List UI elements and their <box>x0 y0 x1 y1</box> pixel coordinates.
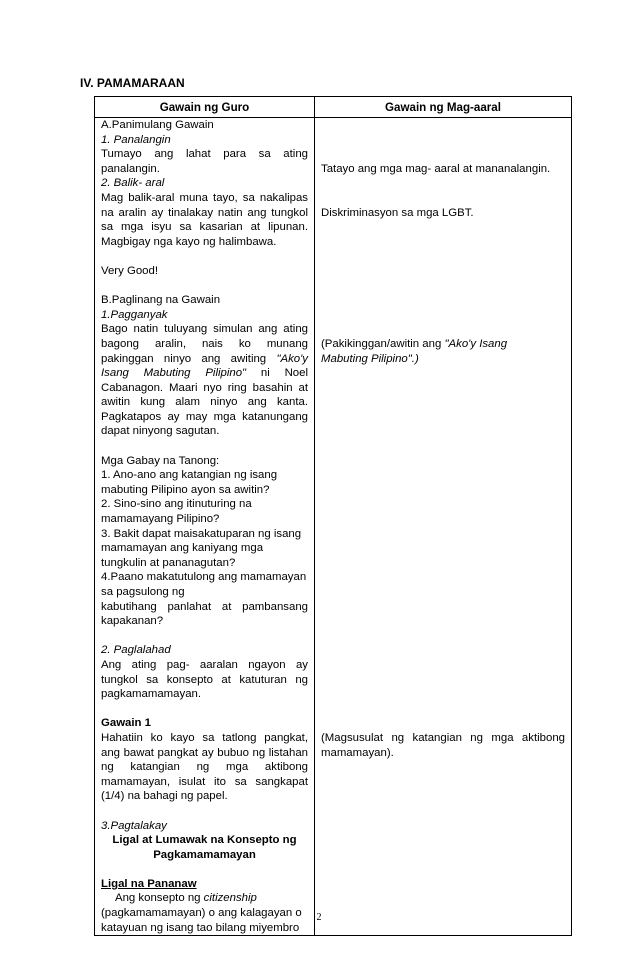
text-line: Magbigay nga kayo ng halimbawa. <box>101 235 277 248</box>
song-title-part: Isang Mabuting Pilipino" <box>101 367 247 380</box>
text-line <box>101 366 308 381</box>
topic-title: Ligal at Lumawak na Konsepto ng <box>112 834 297 847</box>
question-line: 1. Ano-ano ang katangian ng isang <box>101 469 278 482</box>
question-line: tungkulin at pananagutan? <box>101 556 236 569</box>
text-part: pakinggan ninyo ang awiting <box>101 352 267 365</box>
subheading-paglalahad: 2. Paglalahad <box>101 644 171 657</box>
subheading-gawain-1: Gawain 1 <box>101 717 152 730</box>
text-line <box>101 352 308 367</box>
song-title-part: "Ako'y Isang <box>444 337 508 350</box>
text-line: bagong aralin, nais ko munang <box>101 337 308 350</box>
subheading-pagtalakay: 3.Pagtalakay <box>101 819 167 832</box>
text-line: Very Good! <box>101 264 158 277</box>
question-line: 4.Paano makatutulong ang mamamayan <box>101 571 307 584</box>
table-body-row <box>95 118 572 936</box>
question-line: kapakanan? <box>101 615 164 628</box>
text-line: katayuan ng isang tao bilang miyembro <box>101 921 300 934</box>
text-line: Ang ating pag- aaralan ngayon ay <box>101 658 308 671</box>
question-line: 3. Bakit dapat maisakatuparan ng isang <box>101 527 302 540</box>
student-response <box>321 337 565 352</box>
text-line: Pagkatapos ay may mga katanungang <box>101 410 308 423</box>
text-line: dapat ninyong sagutan. <box>101 425 220 438</box>
text-line: awitin kung alam ninyo ang kanta. <box>101 396 308 409</box>
text-line: B.Paglinang na Gawain <box>101 294 221 307</box>
question-line: 2. Sino-sino ang itinuturing na <box>101 498 252 511</box>
text-line: Cabanagon. Maari nyo ring basahin at <box>101 381 308 394</box>
teacher-column <box>95 118 315 936</box>
section-title: IV. PAMAMARAAN <box>80 76 185 90</box>
question-line: sa pagsulong ng <box>101 586 185 598</box>
text-line: A.Panimulang Gawain <box>101 119 214 131</box>
song-title-part: "Ako'y <box>276 352 308 365</box>
text-part: ni Noel <box>260 367 308 380</box>
text-line <box>101 891 308 906</box>
text-line: Mga Gabay na Tanong: <box>101 454 220 467</box>
student-response: Tatayo ang mga mag- aaral at mananalangin. <box>321 162 551 175</box>
text-line: na aralin ay tinalakay natin ang tungkol <box>101 206 308 219</box>
subheading-balik-aral: 2. Balik- aral <box>101 177 165 190</box>
student-response: Mabuting Pilipino".) <box>321 352 419 365</box>
student-column <box>315 118 572 936</box>
table-header-row <box>95 97 572 118</box>
student-response: mamamayan). <box>321 746 394 759</box>
text-line: ng katangian ng mga aktibong <box>101 761 308 774</box>
text-part: Ang konsepto ng <box>115 892 201 905</box>
text-line: sa mga isyu sa kasarian at lipunan. <box>101 221 308 234</box>
lesson-plan-table <box>94 96 572 936</box>
text-line: Hahatiin ko kayo sa tatlong pangkat, <box>101 731 308 744</box>
page-number: 2 <box>316 912 322 923</box>
subheading-ligal-na-pananaw: Ligal na Pananaw <box>101 877 197 890</box>
question-line: kabutihang panlahat at pambansang <box>101 600 308 613</box>
text-line: Mag balik-aral muna tayo, sa nakalipas <box>101 191 308 204</box>
text-line: pagkamamamayan. <box>101 688 202 701</box>
text-line: Tumayo ang lahat para sa ating <box>101 148 308 161</box>
topic-title: Pagkamamamayan <box>153 848 256 861</box>
question-line: mamamayan ang kaniyang mga <box>101 542 264 555</box>
text-part: (Pakikinggan/awitin ang <box>321 337 442 350</box>
text-line: panalangin. <box>101 162 160 175</box>
student-response: (Magsusulat ng katangian ng mga aktibong <box>321 731 565 744</box>
text-line: (pagkamamamayan) o ang kalagayan o <box>101 907 302 920</box>
text-line: (1/4) na bahagi ng papel. <box>101 790 228 803</box>
text-line: ang bawat pangkat ay bubuo ng listahan <box>101 746 308 759</box>
header-gawain-ng-guro: Gawain ng Guro <box>95 97 315 118</box>
text-line: mamamayan, isulat ito sa sangkapat <box>101 775 308 788</box>
subheading-panalangin: 1. Panalangin <box>101 133 171 146</box>
header-gawain-ng-mag-aaral: Gawain ng Mag-aaral <box>315 97 572 118</box>
text-line: Bago natin tuluyang simulan ang ating <box>101 323 308 336</box>
student-response: Diskriminasyon sa mga LGBT. <box>321 206 474 219</box>
text-line: tungkol sa konsepto at katuturan ng <box>101 673 308 686</box>
term-citizenship: citizenship <box>203 892 257 905</box>
subheading-pagganyak: 1.Pagganyak <box>101 308 168 321</box>
question-line: mamamayang Pilipino? <box>101 513 220 526</box>
question-line: mabuting Pilipino ayon sa awitin? <box>101 483 270 496</box>
